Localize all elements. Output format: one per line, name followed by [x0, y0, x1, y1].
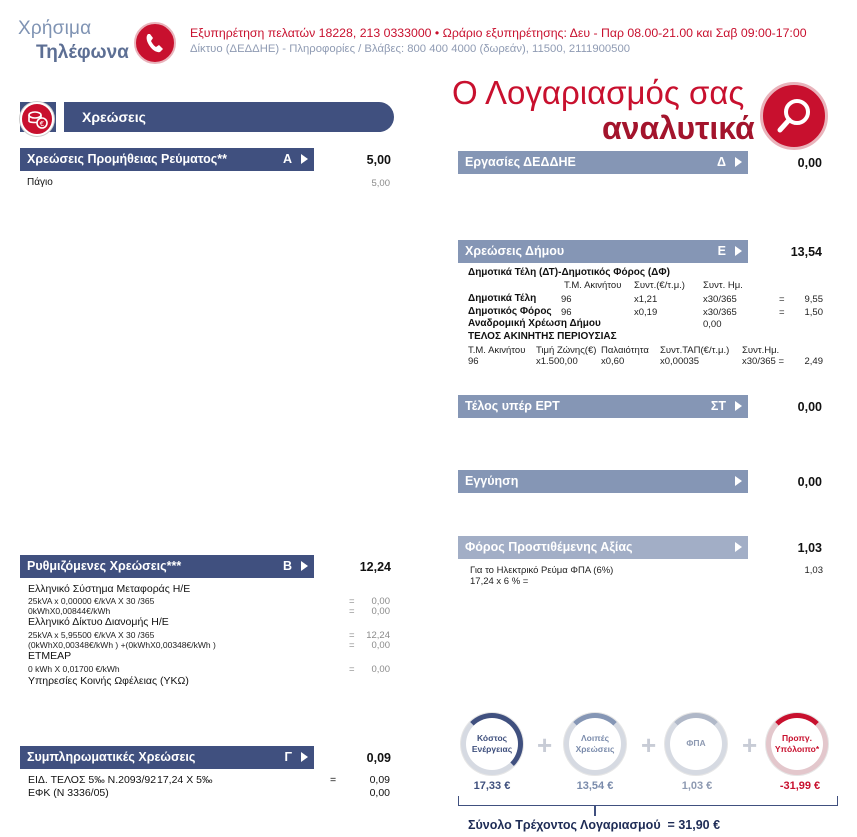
tap-col-days: Συντ.Ημ.	[742, 345, 780, 356]
charges-notch	[56, 102, 64, 132]
retro-charge-value: 0,00	[703, 319, 722, 330]
vat-donut	[665, 713, 727, 775]
equals-sign: =	[349, 640, 355, 651]
chevron-right-icon	[735, 246, 742, 256]
tap-age: x0,60	[601, 356, 625, 367]
tap-days: x30/365 =	[742, 356, 784, 367]
guarantee-header[interactable]	[458, 470, 748, 493]
section-d-header[interactable]	[458, 151, 748, 174]
other-charges-label-1: Λοιπές	[581, 733, 609, 743]
tap-col-area: Τ.Μ. Ακινήτου	[468, 345, 526, 356]
useful-phones-subtitle: Τηλέφωνα	[36, 42, 129, 63]
chevron-right-icon	[735, 476, 742, 486]
svg-text:€: €	[39, 120, 45, 128]
section-d-amount: 0,00	[797, 156, 822, 170]
chevron-right-icon	[301, 561, 308, 571]
prev-balance-value: -31,99 €	[779, 780, 821, 792]
efk-label: ΕΦΚ (Ν 3336/05)	[28, 787, 109, 799]
section-d-title: Εργασίες ΔΕΔΔΗΕ	[465, 155, 576, 169]
municipal-tax-area: 96	[561, 307, 572, 318]
equals-sign: =	[349, 596, 355, 607]
chevron-right-icon	[735, 401, 742, 411]
other-charges-value: 13,54 €	[576, 780, 614, 792]
section-a-letter: Α	[282, 152, 292, 166]
chevron-right-icon	[735, 157, 742, 167]
section-st-header[interactable]	[458, 395, 748, 418]
col-coef: Συντ.(€/τ.μ.)	[634, 280, 685, 291]
distribution-label: Ελληνικό Δίκτυο Διανομής Η/Ε	[28, 616, 169, 628]
bill-subtitle: αναλυτικά	[602, 110, 755, 146]
municipal-tax-label: Δημοτικός Φόρος	[468, 306, 552, 317]
section-b-amount: 12,24	[359, 560, 391, 574]
phone-icon	[134, 22, 176, 64]
transmission-calc-1: 25kVA x 0,00000 €/kVA X 30 /365	[28, 596, 155, 606]
prev-balance-donut	[766, 713, 828, 775]
fixed-charge-value: 5,00	[371, 178, 390, 189]
transmission-value-1: 0,00	[371, 596, 390, 607]
plus-sign: +	[742, 730, 758, 760]
equals-sign: =	[779, 294, 785, 305]
charges-header	[20, 102, 394, 132]
bill-total: Σύνολο Τρέχοντος Λογαριασμού = 31,90 €	[468, 818, 721, 832]
section-b-letter: Β	[282, 559, 292, 573]
energy-cost-value: 17,33 €	[473, 780, 511, 792]
section-e-title: Χρεώσεις Δήμου	[465, 244, 565, 258]
retro-charge-label: Αναδρομική Χρέωση Δήμου	[468, 318, 601, 329]
equals-sign: =	[349, 664, 355, 675]
tap-col-age: Παλαιότητα	[601, 345, 649, 356]
municipal-fees-coef: x1,21	[634, 294, 658, 305]
equals-sign: =	[349, 630, 355, 641]
summary-bracket-stem	[594, 806, 596, 816]
special-tax-label: ΕΙΔ. ΤΕΛΟΣ 5‰ Ν.2093/92	[28, 774, 157, 786]
municipal-tax-coef: x0,19	[634, 307, 658, 318]
tap-col-coef: Συντ.ΤΑΠ(€/τ.μ.)	[660, 345, 730, 356]
section-d-letter: Δ	[717, 155, 726, 169]
section-e-header[interactable]	[458, 240, 748, 263]
charges-title: Χρεώσεις	[82, 109, 146, 125]
other-charges-label-2: Χρεώσεις	[575, 744, 615, 754]
section-a-title: Χρεώσεις Προμήθειας Ρεύματος**	[27, 152, 227, 166]
distribution-value-1: 12,24	[366, 630, 390, 641]
vat-donut-label: ΦΠΑ	[686, 738, 706, 748]
coins-icon	[20, 102, 54, 136]
distribution-value-2: 0,00	[371, 640, 390, 651]
guarantee-title: Εγγύηση	[465, 474, 519, 488]
equals-sign: =	[349, 606, 355, 617]
section-a-amount: 5,00	[366, 153, 391, 167]
transmission-value-2: 0,00	[371, 606, 390, 617]
transmission-label: Ελληνικό Σύστημα Μεταφοράς Η/Ε	[28, 583, 191, 595]
chevron-right-icon	[735, 542, 742, 552]
municipal-fees-days: x30/365	[703, 294, 737, 305]
summary-bracket	[458, 796, 838, 806]
section-st-letter: ΣΤ	[710, 399, 726, 413]
vat-calc: 17,24 x 6 % =	[470, 576, 529, 587]
vat-header[interactable]	[458, 536, 748, 559]
guarantee-amount: 0,00	[797, 475, 822, 489]
fixed-charge-label: Πάγιο	[27, 177, 53, 188]
prev-balance-label-1: Προπγ.	[782, 733, 812, 743]
col-days: Συντ. Ημ.	[703, 280, 743, 291]
section-st-title: Τέλος υπέρ ΕΡΤ	[465, 399, 560, 413]
vat-amount: 1,03	[797, 541, 822, 555]
tap-area: 96	[468, 356, 479, 367]
municipal-tax-value: 1,50	[804, 307, 823, 318]
distribution-calc-1: 25kVA x 5,95500 €/kVA X 30 /365	[28, 630, 155, 640]
prev-balance-label-2: Υπόλοιπο*	[774, 744, 820, 754]
section-e-letter: Ε	[717, 244, 726, 258]
etmear-value: 0,00	[371, 664, 390, 675]
section-c-letter: Γ	[284, 750, 292, 764]
distribution-calc-2: (0kWhX0,00348€/kWh ) +(0kWhX0,00348€/kWh )	[28, 640, 216, 650]
special-tax-calc: 17,24 X 5‰	[157, 774, 213, 786]
etmear-calc: 0 kWh X 0,01700 €/kWh	[28, 664, 120, 674]
section-b-title: Ρυθμιζόμενες Χρεώσεις***	[27, 559, 182, 573]
section-c-amount: 0,09	[366, 751, 391, 765]
energy-cost-label-1: Κόστος	[476, 733, 508, 743]
section-e-amount: 13,54	[790, 245, 822, 259]
vat-title: Φόρος Προστιθέμενης Αξίας	[465, 540, 633, 554]
other-charges-donut	[564, 713, 626, 775]
chevron-right-icon	[301, 154, 308, 164]
section-c-title: Συμπληρωματικές Χρεώσεις	[27, 750, 196, 764]
customer-service-line: Εξυπηρέτηση πελατών 18228, 213 0333000 • Ωράριο εξυπηρέτησης: Δευ - Παρ 08.00-21.00 και Σαβ 09:00-17:00	[190, 26, 807, 40]
tap-zone: x1.500,00	[536, 356, 578, 367]
energy-cost-donut	[461, 713, 523, 775]
tap-col-zone: Τιμή Ζώνης(€)	[536, 345, 597, 356]
municipal-fees-area: 96	[561, 294, 572, 305]
section-st-amount: 0,00	[797, 400, 822, 414]
bill-title: Ο Λογαριασμός σας	[452, 74, 745, 111]
municipal-fees-label: Δημοτικά Τέλη	[468, 293, 537, 304]
yko-label: Υπηρεσίες Κοινής Ωφέλειας (ΥΚΩ)	[28, 675, 189, 687]
energy-cost-label-2: Ενέργειας	[471, 744, 513, 754]
municipal-fees-value: 9,55	[804, 294, 823, 305]
municipal-tax-days: x30/365	[703, 307, 737, 318]
property-tax-subtitle: ΤΕΛΟΣ ΑΚΙΝΗΤΗΣ ΠΕΡΙΟΥΣΙΑΣ	[468, 331, 617, 342]
plus-sign: +	[537, 730, 553, 760]
section-c-header[interactable]	[20, 746, 314, 769]
tap-value: 2,49	[804, 356, 823, 367]
etmear-label: ΕΤΜΕΑΡ	[28, 650, 72, 662]
vat-value: 1,03 €	[681, 780, 713, 792]
equals-sign: =	[779, 307, 785, 318]
magnifier-icon	[760, 82, 828, 150]
useful-phones-title: Χρήσιμα	[18, 18, 92, 39]
equals-sign: =	[330, 774, 337, 786]
network-line: Δίκτυο (ΔΕΔΔΗΕ) - Πληροφορίες / Βλάβες: 800 400 4000 (δωρεάν), 11500, 2111900500	[190, 43, 631, 55]
municipal-fees-subtitle: Δημοτικά Τέλη (ΔΤ)-Δημοτικός Φόρος (ΔΦ)	[468, 267, 670, 278]
col-area: Τ.Μ. Ακινήτου	[564, 280, 622, 291]
chevron-right-icon	[301, 752, 308, 762]
section-a-header[interactable]	[20, 148, 314, 171]
vat-row-value: 1,03	[804, 565, 823, 576]
tap-coef: x0,00035	[660, 356, 700, 367]
special-tax-value: 0,09	[369, 774, 390, 786]
vat-row-label: Για το Ηλεκτρικό Ρεύμα ΦΠΑ (6%)	[470, 565, 614, 576]
efk-value: 0,00	[369, 787, 390, 799]
transmission-calc-2: 0kWhX0,00844€/kWh	[28, 606, 111, 616]
section-b-header[interactable]	[20, 555, 314, 578]
plus-sign: +	[641, 730, 657, 760]
